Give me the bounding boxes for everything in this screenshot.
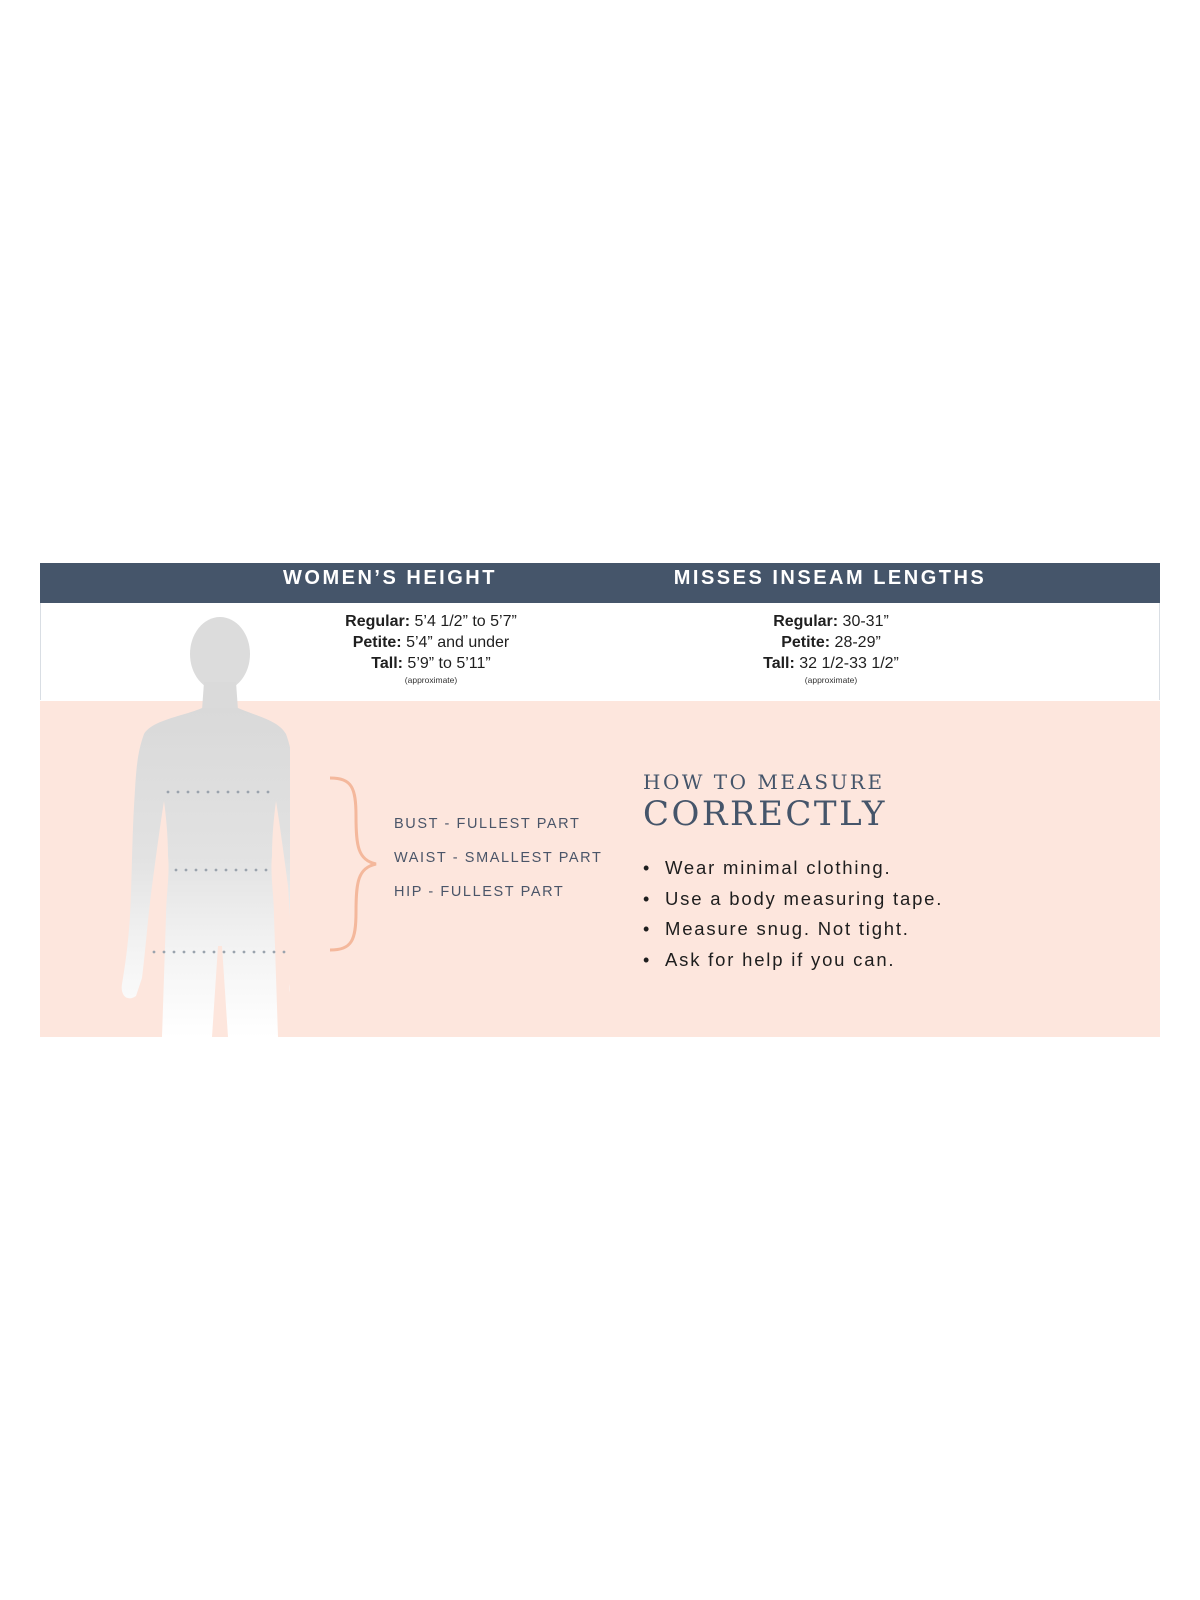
- waist-label: WAIST - SMALLEST PART: [394, 850, 603, 866]
- inseam-row-regular: Regular: 30-31”: [773, 613, 889, 630]
- curly-brace-icon: [324, 776, 384, 957]
- height-row-tall: Tall: 5’9” to 5’11”: [371, 655, 491, 672]
- measurement-labels: [394, 814, 602, 916]
- measure-tips-list: [643, 857, 943, 979]
- inseam-list: [681, 611, 981, 686]
- hip-label: HIP - FULLEST PART: [394, 884, 565, 900]
- header-bar: [40, 563, 1160, 603]
- how-to-measure-title: HOW TO MEASURE: [643, 770, 885, 794]
- list-item: • Measure snug. Not tight.: [643, 918, 910, 939]
- bullet-icon: •: [643, 919, 652, 939]
- womens-height-title: WOMEN’S HEIGHT: [283, 567, 497, 589]
- height-row-regular: Regular: 5’4 1/2” to 5’7”: [345, 613, 517, 630]
- size-guide: [40, 563, 1160, 1037]
- body-silhouette: [80, 616, 290, 1037]
- bullet-icon: •: [643, 888, 652, 909]
- misses-inseam-title: MISSES INSEAM LENGTHS: [673, 567, 987, 589]
- list-item: • Use a body measuring tape.: [643, 887, 944, 909]
- correctly-title: CORRECTLY: [643, 794, 887, 834]
- inseam-row-petite: Petite: 28-29”: [781, 634, 881, 651]
- bullet-icon: •: [643, 949, 652, 970]
- inseam-approx-note: (approximate): [804, 675, 858, 685]
- list-item: • Ask for help if you can.: [643, 948, 896, 970]
- how-to-measure-heading: [643, 770, 887, 834]
- height-approx-note: (approximate): [404, 675, 458, 685]
- bust-label: BUST - FULLEST PART: [394, 816, 581, 832]
- inseam-row-tall: Tall: 32 1/2-33 1/2”: [763, 655, 899, 672]
- height-row-petite: Petite: 5’4” and under: [352, 634, 510, 651]
- bullet-icon: •: [643, 858, 652, 878]
- height-list: [281, 611, 581, 686]
- list-item: • Wear minimal clothing.: [643, 857, 892, 878]
